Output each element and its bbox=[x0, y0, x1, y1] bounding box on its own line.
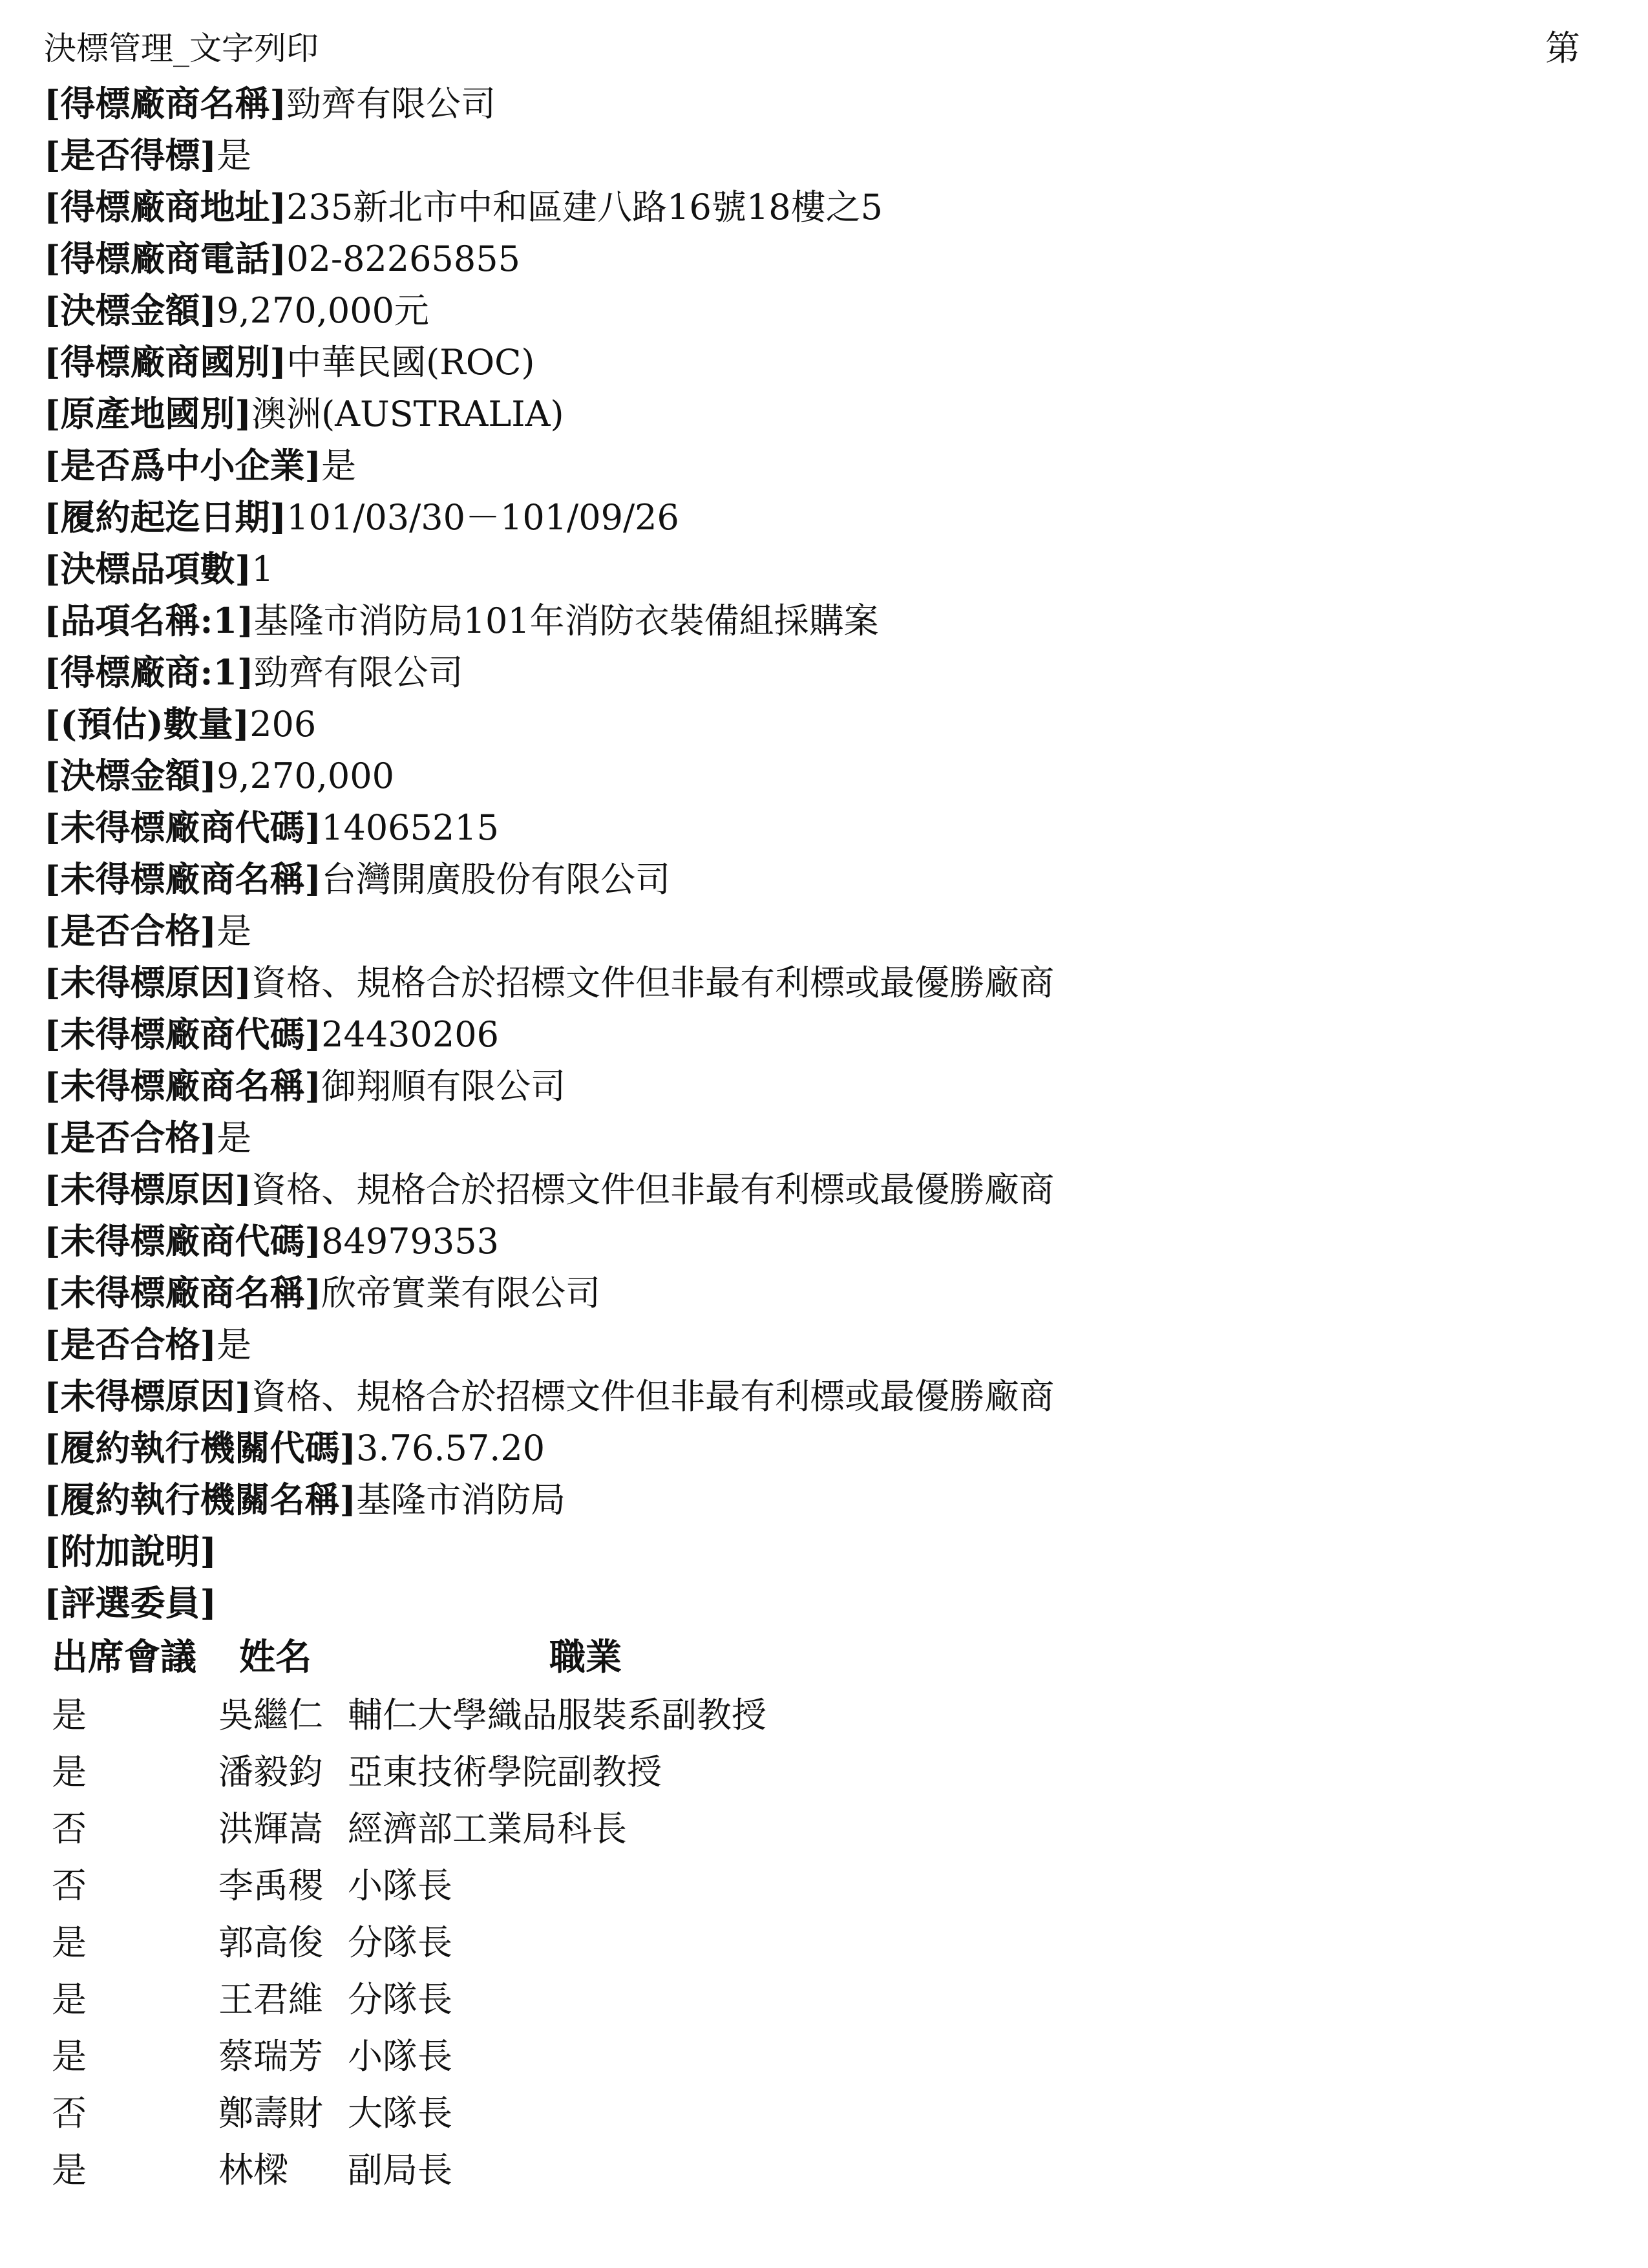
field-value: 9,270,000元 bbox=[217, 290, 429, 331]
field-label: [原產地國別] bbox=[44, 393, 252, 434]
field-label: [未得標廠商名稱] bbox=[44, 1272, 322, 1313]
table-row bbox=[52, 2142, 1538, 2199]
field-value: 御翔順有限公司 bbox=[321, 1066, 566, 1107]
field-row bbox=[44, 440, 1595, 491]
field-value: 勁齊有限公司 bbox=[286, 83, 496, 124]
attend-cell: 是 bbox=[52, 1922, 87, 1963]
field-value: 是 bbox=[217, 1324, 252, 1365]
committee-table bbox=[52, 1629, 1538, 2199]
award-field-list bbox=[44, 78, 1595, 1629]
name-cell: 吳繼仁 bbox=[218, 1695, 323, 1735]
field-label: [未得標廠商代碼] bbox=[44, 1013, 322, 1055]
field-label: [得標廠商地址] bbox=[44, 186, 287, 228]
field-value: 14065215 bbox=[321, 807, 499, 848]
table-row bbox=[52, 1687, 1538, 1744]
field-label: [決標金額] bbox=[44, 755, 217, 796]
field-label: [未得標原因] bbox=[44, 1169, 252, 1210]
header-attend: 出席會議 bbox=[52, 1637, 196, 1679]
document-title: 決標管理_文字列印 bbox=[44, 30, 319, 67]
field-value: 基隆市消防局 bbox=[356, 1479, 566, 1520]
field-label: [評選委員] bbox=[44, 1582, 217, 1624]
page-number-label: 第 bbox=[1545, 28, 1580, 69]
field-label: [得標廠商名稱] bbox=[44, 83, 287, 124]
attend-cell: 是 bbox=[52, 1752, 87, 1792]
field-row bbox=[44, 233, 1595, 284]
field-value: 101/03/30－101/09/26 bbox=[286, 497, 679, 538]
field-row bbox=[44, 957, 1595, 1008]
field-row bbox=[44, 750, 1595, 801]
job-cell: 輔仁大學織品服裝系副教授 bbox=[348, 1695, 766, 1735]
field-label: [履約起迄日期] bbox=[44, 496, 287, 538]
table-row bbox=[52, 1858, 1538, 1914]
field-value: 是 bbox=[217, 911, 252, 951]
field-value: 是 bbox=[321, 445, 357, 486]
field-row bbox=[44, 336, 1595, 388]
field-row bbox=[44, 78, 1595, 129]
table-row bbox=[52, 2085, 1538, 2142]
field-label: [履約執行機關名稱] bbox=[44, 1479, 357, 1520]
field-value: 02-82265855 bbox=[286, 238, 520, 279]
field-row bbox=[44, 1474, 1595, 1525]
field-row bbox=[44, 1525, 1595, 1577]
attend-cell: 否 bbox=[52, 2093, 87, 2134]
field-row bbox=[44, 1577, 1595, 1629]
job-cell: 小隊長 bbox=[348, 1865, 452, 1906]
field-row bbox=[44, 1370, 1595, 1422]
table-row bbox=[52, 1971, 1538, 2028]
header-job: 職業 bbox=[549, 1637, 622, 1679]
field-row bbox=[44, 129, 1595, 181]
field-row bbox=[44, 1163, 1595, 1215]
field-value: 3.76.57.20 bbox=[356, 1428, 545, 1468]
field-label: [附加說明] bbox=[44, 1531, 217, 1572]
field-label: [未得標廠商代碼] bbox=[44, 1220, 322, 1262]
job-cell: 亞東技術學院副教授 bbox=[348, 1752, 662, 1792]
name-cell: 洪輝嵩 bbox=[218, 1808, 323, 1849]
field-value: 澳洲(AUSTRALIA) bbox=[251, 394, 564, 434]
job-cell: 大隊長 bbox=[348, 2093, 452, 2134]
field-row bbox=[44, 1060, 1595, 1112]
field-value: 84979353 bbox=[321, 1221, 499, 1262]
name-cell: 李禹稷 bbox=[218, 1865, 323, 1906]
field-value: 資格、規格合於招標文件但非最有利標或最優勝廠商 bbox=[251, 1169, 1055, 1210]
field-label: [品項名稱:1] bbox=[44, 600, 254, 641]
job-cell: 分隊長 bbox=[348, 1922, 452, 1963]
name-cell: 郭高俊 bbox=[218, 1922, 323, 1963]
field-label: [未得標原因] bbox=[44, 1375, 252, 1417]
attend-cell: 是 bbox=[52, 1979, 87, 2020]
attend-cell: 否 bbox=[52, 1808, 87, 1849]
field-value: 勁齊有限公司 bbox=[253, 652, 463, 693]
field-row bbox=[44, 1112, 1595, 1163]
field-value: 台灣開廣股份有限公司 bbox=[321, 859, 671, 900]
name-cell: 林樑 bbox=[218, 2150, 288, 2190]
field-value: 資格、規格合於招標文件但非最有利標或最優勝廠商 bbox=[251, 962, 1055, 1003]
field-value: 是 bbox=[217, 1118, 252, 1158]
field-row bbox=[44, 1215, 1595, 1267]
field-row bbox=[44, 284, 1595, 336]
name-cell: 王君維 bbox=[218, 1979, 323, 2020]
committee-table-header bbox=[52, 1629, 1538, 1687]
table-row bbox=[52, 1801, 1538, 1858]
field-row bbox=[44, 646, 1595, 698]
job-cell: 經濟部工業局科長 bbox=[348, 1808, 627, 1849]
field-value: 206 bbox=[249, 704, 317, 745]
field-label: [是否得標] bbox=[44, 134, 217, 176]
field-row bbox=[44, 698, 1595, 750]
page-header bbox=[44, 26, 1648, 78]
field-value: 24430206 bbox=[321, 1014, 499, 1055]
field-row bbox=[44, 1008, 1595, 1060]
field-label: [未得標廠商名稱] bbox=[44, 858, 322, 900]
field-row bbox=[44, 801, 1595, 853]
field-label: [決標品項數] bbox=[44, 548, 252, 589]
field-label: [決標金額] bbox=[44, 290, 217, 331]
field-label: [得標廠商電話] bbox=[44, 238, 287, 279]
field-row bbox=[44, 595, 1595, 646]
field-label: [履約執行機關代碼] bbox=[44, 1427, 357, 1468]
name-cell: 蔡瑞芳 bbox=[218, 2036, 323, 2077]
field-value: 235新北市中和區建八路16號18樓之5 bbox=[286, 187, 883, 228]
field-row bbox=[44, 491, 1595, 543]
field-label: [得標廠商:1] bbox=[44, 652, 254, 693]
attend-cell: 是 bbox=[52, 2150, 87, 2190]
field-value: 1 bbox=[251, 549, 274, 589]
field-value: 資格、規格合於招標文件但非最有利標或最優勝廠商 bbox=[251, 1376, 1055, 1417]
job-cell: 小隊長 bbox=[348, 2036, 452, 2077]
field-row bbox=[44, 1422, 1595, 1474]
attend-cell: 否 bbox=[52, 1865, 87, 1906]
field-label: [未得標廠商代碼] bbox=[44, 807, 322, 848]
field-row bbox=[44, 388, 1595, 440]
field-row bbox=[44, 1267, 1595, 1319]
field-label: [是否合格] bbox=[44, 910, 217, 951]
field-row bbox=[44, 905, 1595, 957]
name-cell: 潘毅鈞 bbox=[218, 1752, 323, 1792]
field-label: [是否合格] bbox=[44, 1117, 217, 1158]
field-label: [(預估)數量] bbox=[44, 703, 250, 745]
field-row bbox=[44, 853, 1595, 905]
field-value: 欣帝實業有限公司 bbox=[321, 1273, 601, 1313]
field-row bbox=[44, 181, 1595, 233]
attend-cell: 是 bbox=[52, 1695, 87, 1735]
field-label: [得標廠商國別] bbox=[44, 341, 287, 383]
field-value: 是 bbox=[217, 135, 252, 176]
attend-cell: 是 bbox=[52, 2036, 87, 2077]
field-row bbox=[44, 543, 1595, 595]
table-row bbox=[52, 1744, 1538, 1801]
field-label: [是否爲中小企業] bbox=[44, 445, 322, 486]
job-cell: 副局長 bbox=[348, 2150, 452, 2190]
field-value: 中華民國(ROC) bbox=[286, 342, 535, 383]
table-row bbox=[52, 1914, 1538, 1971]
job-cell: 分隊長 bbox=[348, 1979, 452, 2020]
field-label: [是否合格] bbox=[44, 1324, 217, 1365]
table-row bbox=[52, 2028, 1538, 2085]
field-label: [未得標廠商名稱] bbox=[44, 1065, 322, 1107]
name-cell: 鄭壽財 bbox=[218, 2093, 323, 2134]
header-name: 姓名 bbox=[239, 1637, 312, 1679]
field-value: 基隆市消防局101年消防衣裝備組採購案 bbox=[253, 600, 879, 641]
field-row bbox=[44, 1319, 1595, 1370]
field-label: [未得標原因] bbox=[44, 962, 252, 1003]
field-value: 9,270,000 bbox=[217, 756, 394, 796]
